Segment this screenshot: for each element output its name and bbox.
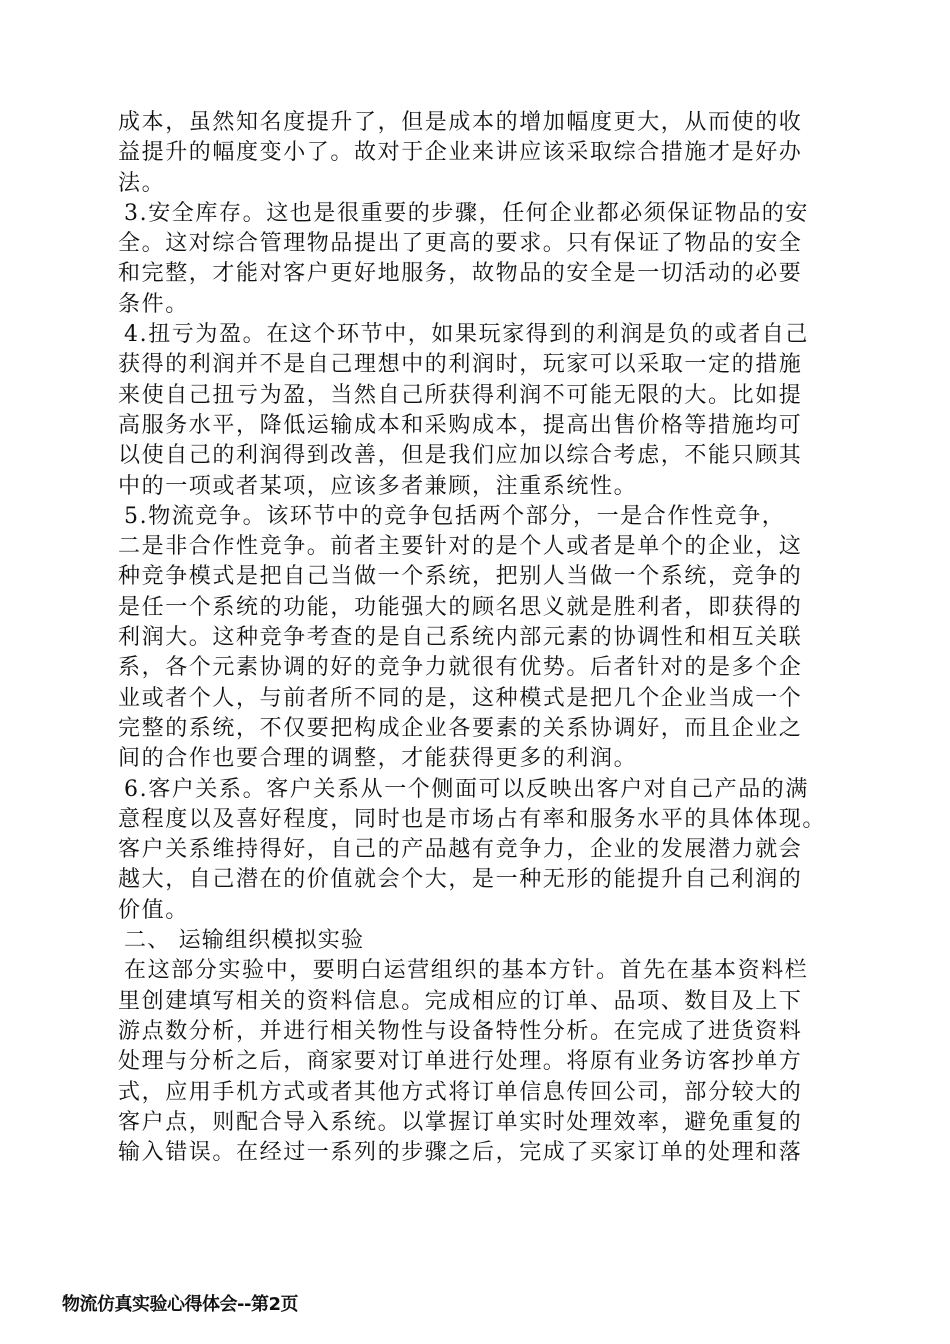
text-line: 法。 — [118, 170, 166, 196]
text-line: 和完整，才能对客户更好地服务，故物品的安全是一切活动的必要 — [118, 261, 803, 287]
text-line: 获得的利润并不是自己理想中的利润时，玩家可以采取一定的措施 — [118, 352, 803, 378]
text-line: 系，各个元素协调的好的竞争力就很有优势。后者针对的是多个企 — [118, 655, 803, 681]
text-line: 6.客户关系。客户关系从一个侧面可以反映出客户对自己产品的满 — [124, 776, 809, 802]
text-line: 成本，虽然知名度提升了，但是成本的增加幅度更大，从而使的收 — [118, 110, 803, 135]
text-line: 间的合作也要合理的调整，才能获得更多的利润。 — [118, 746, 638, 772]
text-line: 益提升的幅度变小了。故对于企业来讲应该采取综合措施才是好办 — [118, 140, 803, 166]
text-line: 业或者个人，与前者所不同的是，这种模式是把几个企业当成一个 — [118, 685, 803, 711]
text-line: 以使自己的利润得到改善，但是我们应加以综合考虑，不能只顾其 — [118, 443, 803, 469]
text-line: 客户点，则配合导入系统。以掌握订单实时处理效率，避免重复的 — [118, 1109, 803, 1135]
text-line: 是任一个系统的功能，功能强大的顾名思义就是胜利者，即获得的 — [118, 594, 803, 620]
text-line: 高服务水平，降低运输成本和采购成本，提高出售价格等措施均可 — [118, 412, 803, 438]
text-line: 5.物流竞争。该环节中的竞争包括两个部分，一是合作性竞争， — [124, 503, 786, 529]
text-line: 式，应用手机方式或者其他方式将订单信息传回公司，部分较大的 — [118, 1079, 803, 1105]
text-line: 4.扭亏为盈。在这个环节中，如果玩家得到的利润是负的或者自己 — [124, 322, 809, 348]
text-line: 输入错误。在经过一系列的步骤之后，完成了买家订单的处理和落 — [118, 1140, 803, 1166]
section-heading: 二、 运输组织模拟实验 — [124, 928, 365, 954]
text-line: 价值。 — [118, 897, 189, 923]
text-line: 意程度以及喜好程度，同时也是市场占有率和服务水平的具体体现。 — [118, 806, 827, 832]
text-line: 处理与分析之后，商家要对订单进行处理。将原有业务访客抄单方 — [118, 1049, 803, 1075]
text-line: 里创建填写相关的资料信息。完成相应的订单、品项、数目及上下 — [118, 988, 803, 1014]
text-line: 种竞争模式是把自己当做一个系统，把别人当做一个系统，竞争的 — [118, 564, 803, 590]
page-footer: 物流仿真实验心得体会--第2页 — [62, 1294, 298, 1315]
text-line: 利润大。这种竞争考查的是自己系统内部元素的协调性和相互关联 — [118, 625, 803, 651]
text-line: 3.安全库存。这也是很重要的步骤，任何企业都必须保证物品的安 — [124, 200, 809, 226]
text-line: 中的一项或者某项，应该多者兼顾，注重系统性。 — [118, 473, 638, 499]
text-line: 来使自己扭亏为盈，当然自己所获得利润不可能无限的大。比如提 — [118, 382, 803, 408]
text-line: 在这部分实验中，要明白运营组织的基本方针。首先在基本资料栏 — [124, 958, 809, 984]
document-body — [118, 108, 878, 1168]
text-line: 完整的系统，不仅要把构成企业各要素的关系协调好，而且企业之 — [118, 715, 803, 741]
text-line: 全。这对综合管理物品提出了更高的要求。只有保证了物品的安全 — [118, 231, 803, 257]
text-line: 二是非合作性竞争。前者主要针对的是个人或者是单个的企业，这 — [118, 534, 803, 560]
text-line: 条件。 — [118, 291, 189, 317]
text-line: 游点数分析，并进行相关物性与设备特性分析。在完成了进货资料 — [118, 1018, 803, 1044]
text-line: 越大，自己潜在的价值就会个大，是一种无形的能提升自己利润的 — [118, 867, 803, 893]
text-line: 客户关系维持得好，自己的产品越有竞争力，企业的发展潜力就会 — [118, 837, 803, 863]
